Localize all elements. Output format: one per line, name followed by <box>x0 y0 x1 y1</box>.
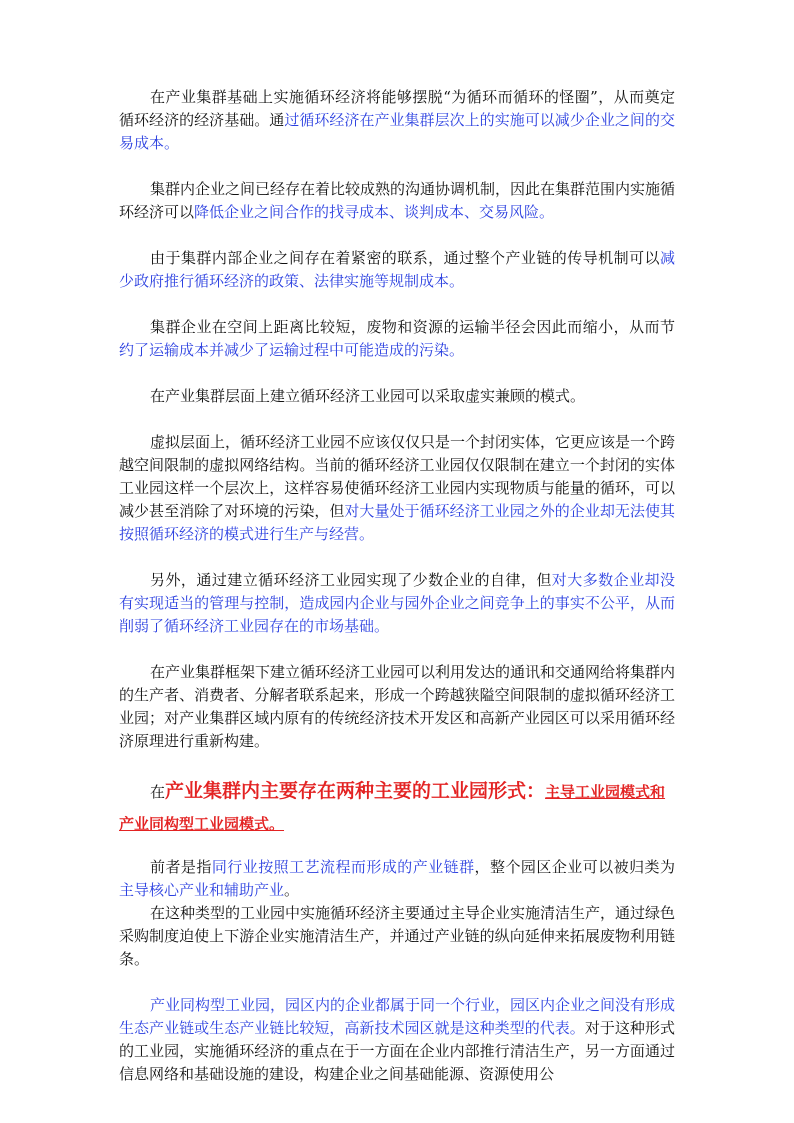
paragraph-2 <box>119 178 675 224</box>
paragraph-1-text: 在产业集群基础上实施循环经济将能够摆脱“为循环而循环的怪圈”，从而奠定循环经济的经济基础。通 <box>119 88 675 129</box>
section-heading-prefix: 在 <box>150 783 166 801</box>
paragraph-11 <box>119 994 675 1086</box>
paragraph-11-highlight: 产业同构型工业园，园区内的企业都属于同一个行业，园区内企业之间没有形成生态产业链或生态产业链比较短，高新技术园区就是这种类型的代表。 <box>119 996 676 1037</box>
document-page <box>119 86 675 1086</box>
paragraph-5 <box>119 385 675 408</box>
paragraph-8 <box>119 661 675 753</box>
section-heading-underlined: 主导工业园模式和产业同构型工业园模式。 <box>119 783 666 833</box>
paragraph-6 <box>119 431 675 546</box>
paragraph-2-highlight: 降低企业之间合作的找寻成本、谈判成本、交易风险。 <box>194 203 555 221</box>
paragraph-4-text: 集群企业在空间上距离比较短，废物和资源的运输半径会因此而缩小，从而节 <box>150 318 675 336</box>
paragraph-9 <box>119 856 675 902</box>
paragraph-3-text: 由于集群内部企业之间存在着紧密的联系，通过整个产业链的传导机制可以 <box>150 249 660 267</box>
section-heading <box>119 775 675 840</box>
paragraph-2-text: 集群内企业之间已经存在着比较成熟的沟通协调机制，因此在集群范围内实施循环经济可以 <box>119 180 676 221</box>
paragraph-4-highlight: 约了运输成本并减少了运输过程中可能造成的污染。 <box>119 341 465 359</box>
paragraph-7 <box>119 569 675 638</box>
paragraph-3-highlight: 减少政府推行循环经济的政策、法律实施等规制成本。 <box>119 249 675 290</box>
paragraph-1-highlight: 过循环经济在产业集群层次上的实施可以减少企业之间的交易成本。 <box>119 111 675 152</box>
paragraph-7-highlight: 对大多数企业却没有实现适当的管理与控制，造成园内企业与园外企业之间竞争上的事实不公平，从而削弱了循环经济工业园存在的市场基础。 <box>119 571 675 635</box>
paragraph-4 <box>119 316 675 362</box>
paragraph-1 <box>119 86 675 155</box>
paragraph-6-text: 虚拟层面上，循环经济工业园不应该仅仅只是一个封闭实体，它更应该是一个跨越空间限制的虚拟网络结构。当前的循环经济工业园仅仅限制在建立一个封闭的实体工业园这样一个层次上，这样容易使循环经济工业园内实现物质与能量的循环，可以减少甚至消除了对环境的污染，但 <box>119 433 676 520</box>
paragraph-7-text: 另外，通过建立循环经济工业园实现了少数企业的自律，但 <box>150 571 552 589</box>
paragraph-9-text-c: ，整个园区企业可以被归类为 <box>474 858 675 876</box>
paragraph-10 <box>119 902 675 971</box>
section-heading-main: 产业集群内主要存在两种主要的工业园形式： <box>165 780 546 802</box>
paragraph-9-highlight-b: 同行业按照工艺流程而形成的产业链群 <box>211 858 475 876</box>
paragraph-9-highlight-d: 主导核心产业和辅助产业 <box>119 881 285 899</box>
paragraph-3 <box>119 247 675 293</box>
paragraph-11-text: 对于这种形式的工业园，实施循环经济的重点在于一方面在企业内部推行清洁生产，另一方面通过信息网络和基础设施的建设，构建企业之间基础能源、资源使用公 <box>119 1019 675 1083</box>
paragraph-5-text: 在产业集群层面上建立循环经济工业园可以采取虚实兼顾的模式。 <box>150 387 586 405</box>
paragraph-6-highlight: 对大量处于循环经济工业园之外的企业却无法使其按照循环经济的模式进行生产与经营。 <box>119 502 675 543</box>
paragraph-9-text-e: 。 <box>284 881 300 899</box>
paragraph-10-text: 在这种类型的工业园中实施循环经济主要通过主导企业实施清洁生产，通过绿色采购制度迫使上下游企业实施清洁生产，并通过产业链的纵向延伸来拓展废物利用链条。 <box>119 904 676 968</box>
paragraph-9-text-a: 前者是指 <box>150 858 212 876</box>
paragraph-8-text: 在产业集群框架下建立循环经济工业园可以利用发达的通讯和交通网给将集群内的生产者、消费者、分解者联系起来，形成一个跨越狭隘空间限制的虚拟循环经济工业园；对产业集群区域内原有的传统经济技术开发区和高新产业园区可以采用循环经济原理进行重新构建。 <box>119 663 676 750</box>
